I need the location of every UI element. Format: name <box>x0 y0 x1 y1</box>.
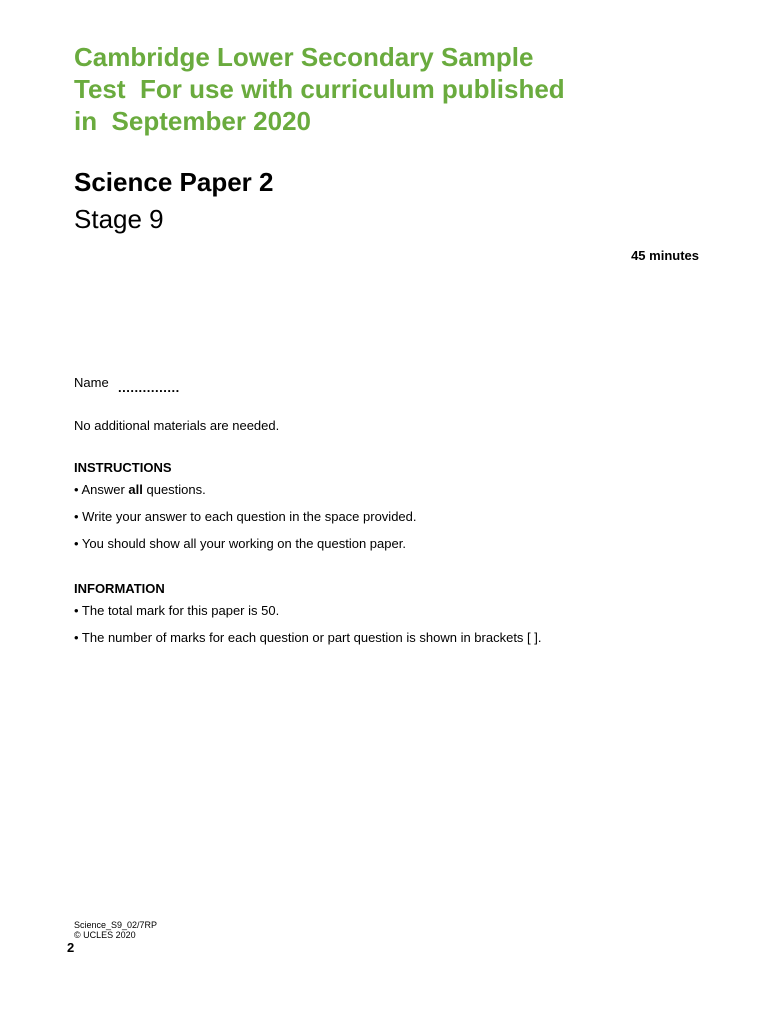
copyright-notice: © UCLES 2020 <box>74 930 136 940</box>
instructions-heading: INSTRUCTIONS <box>74 460 172 475</box>
instruction-item-text: • Answer <box>74 482 129 497</box>
information-item: • The total mark for this paper is 50. <box>74 603 280 618</box>
document-title-line: Test For use with curriculum published <box>74 74 565 104</box>
paper-code: Science_S9_02/7RP <box>74 920 158 930</box>
information-heading: INFORMATION <box>74 581 165 596</box>
document-title <box>74 41 634 137</box>
instruction-item-text: • You should show all your working on the question paper. <box>74 536 406 551</box>
materials-note: No additional materials are needed. <box>74 418 280 433</box>
instruction-item <box>74 536 406 552</box>
document-title-line: Cambridge Lower Secondary Sample <box>74 42 534 72</box>
exam-duration: 45 minutes <box>631 248 699 263</box>
information-item: • The number of marks for each question or part question is shown in brackets [ ]. <box>74 630 542 645</box>
instruction-item <box>74 482 206 498</box>
name-answer-line[interactable]: ............... <box>118 380 180 395</box>
instruction-item-text: questions. <box>142 482 206 497</box>
stage-label: Stage 9 <box>74 204 164 234</box>
instruction-item-emphasis: all <box>128 482 143 497</box>
paper-title: Science Paper 2 <box>74 167 274 197</box>
name-label: Name <box>74 375 109 390</box>
page-number: 2 <box>67 940 75 955</box>
instruction-item-text: • Write your answer to each question in the space provided. <box>74 509 417 524</box>
document-title-line: in September 2020 <box>74 106 311 136</box>
instruction-item <box>74 509 417 525</box>
